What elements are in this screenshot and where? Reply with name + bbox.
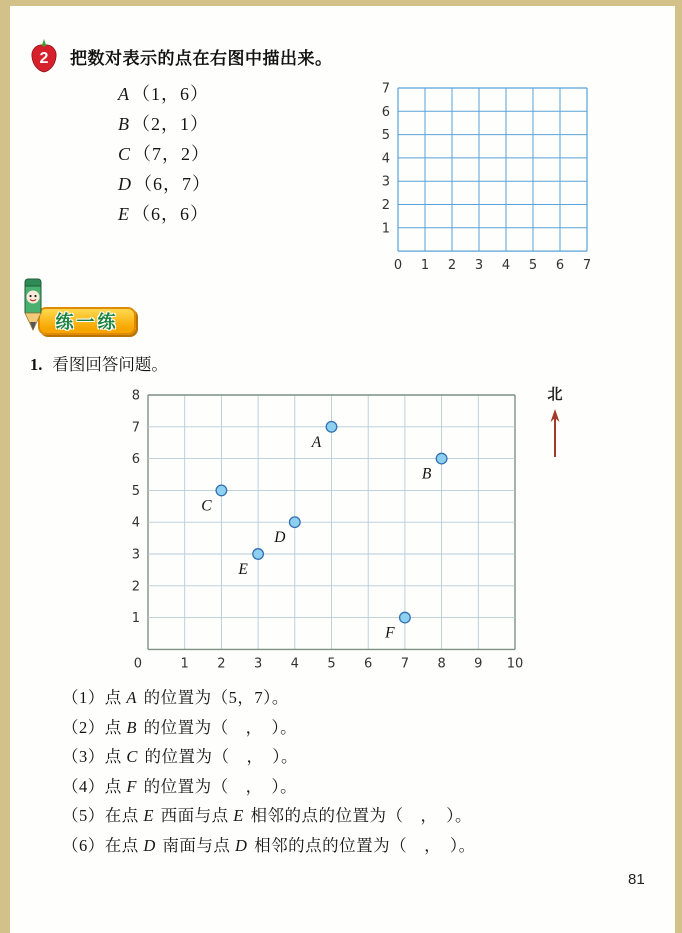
svg-text:3: 3 (131, 547, 140, 563)
item-number: 1. (30, 355, 43, 374)
question-list (62, 684, 476, 861)
question-item: （1）点 A 的位置为（5，7）。 (62, 688, 289, 707)
svg-text:1: 1 (420, 258, 430, 274)
question-item: （5）在点 E 西面与点 E 相邻的点的位置为（ ， ）。 (62, 806, 472, 825)
point-label: B (421, 465, 432, 483)
point-item: A （1，6） (118, 84, 209, 104)
data-point-F (400, 612, 411, 623)
exercise-number: 2 (39, 50, 49, 67)
page-edge-left (0, 0, 10, 933)
point-item: B （2，1） (118, 114, 209, 134)
svg-text:4: 4 (381, 151, 390, 167)
point-item: D （6，7） (118, 174, 211, 194)
svg-text:10: 10 (506, 656, 524, 672)
svg-text:2: 2 (381, 198, 390, 213)
practice-item-1 (30, 351, 168, 375)
data-point-B (436, 453, 447, 464)
svg-text:1: 1 (180, 656, 189, 672)
pencil-mascot-icon (16, 276, 50, 332)
practice-banner: 练一练 (38, 307, 136, 335)
point-label: F (385, 624, 395, 642)
svg-text:6: 6 (131, 452, 140, 468)
svg-text:7: 7 (582, 258, 592, 274)
svg-text:0: 0 (133, 656, 142, 672)
svg-text:0: 0 (393, 258, 403, 274)
page-edge-top (0, 0, 682, 6)
north-label: 北 (547, 386, 563, 403)
exercise2-header (28, 38, 333, 74)
svg-text:4: 4 (290, 656, 299, 672)
svg-text:5: 5 (131, 483, 140, 499)
svg-text:1: 1 (381, 221, 390, 237)
exercise2-instruction: 把数对表示的点在右图中描出来。 (70, 48, 333, 68)
data-point-E (253, 549, 264, 560)
point-label: A (311, 433, 322, 451)
point-list (118, 80, 211, 230)
svg-text:5: 5 (528, 258, 538, 274)
data-point-D (290, 517, 301, 528)
strawberry-icon (28, 38, 60, 74)
question-item: （6）在点 D 南面与点 D 相邻的点的位置为（ ， ）。 (62, 835, 476, 855)
page-edge-right (675, 0, 682, 933)
svg-text:7: 7 (131, 420, 140, 436)
svg-text:6: 6 (381, 104, 390, 120)
svg-text:2: 2 (131, 579, 140, 595)
svg-text:4: 4 (131, 515, 140, 531)
data-point-A (326, 422, 337, 433)
question-item: （3）点 C 的位置为（ ， ）。 (62, 747, 299, 766)
svg-text:5: 5 (327, 656, 336, 672)
data-point-C (216, 485, 227, 496)
svg-text:2: 2 (217, 656, 226, 672)
svg-text:3: 3 (474, 258, 484, 274)
svg-text:7: 7 (400, 656, 410, 672)
north-indicator (540, 383, 570, 464)
svg-text:5: 5 (381, 128, 390, 144)
item-text: 看图回答问题。 (52, 355, 168, 374)
svg-text:9: 9 (474, 656, 483, 672)
page-number: 81 (628, 871, 645, 888)
svg-text:6: 6 (364, 656, 373, 672)
svg-text:3: 3 (381, 174, 390, 190)
svg-text:4: 4 (501, 258, 511, 274)
north-arrow-icon (546, 407, 564, 459)
svg-text:8: 8 (131, 388, 140, 404)
point-label: E (238, 561, 248, 578)
svg-text:7: 7 (381, 81, 390, 97)
svg-text:8: 8 (437, 656, 446, 672)
svg-text:3: 3 (253, 656, 263, 672)
question-item: （2）点 B 的位置为（ ， ）。 (62, 717, 298, 737)
svg-text:2: 2 (447, 258, 457, 274)
point-label: C (201, 497, 212, 515)
svg-text:6: 6 (555, 258, 565, 274)
svg-text:1: 1 (131, 611, 140, 627)
point-label: D (274, 529, 286, 547)
point-item: E （6，6） (118, 204, 209, 224)
point-item: C （7，2） (118, 144, 211, 164)
coordinate-chart (112, 387, 534, 681)
question-item: （4）点 F 的位置为（ ， ）。 (62, 776, 298, 796)
blank-coordinate-grid (370, 80, 602, 286)
